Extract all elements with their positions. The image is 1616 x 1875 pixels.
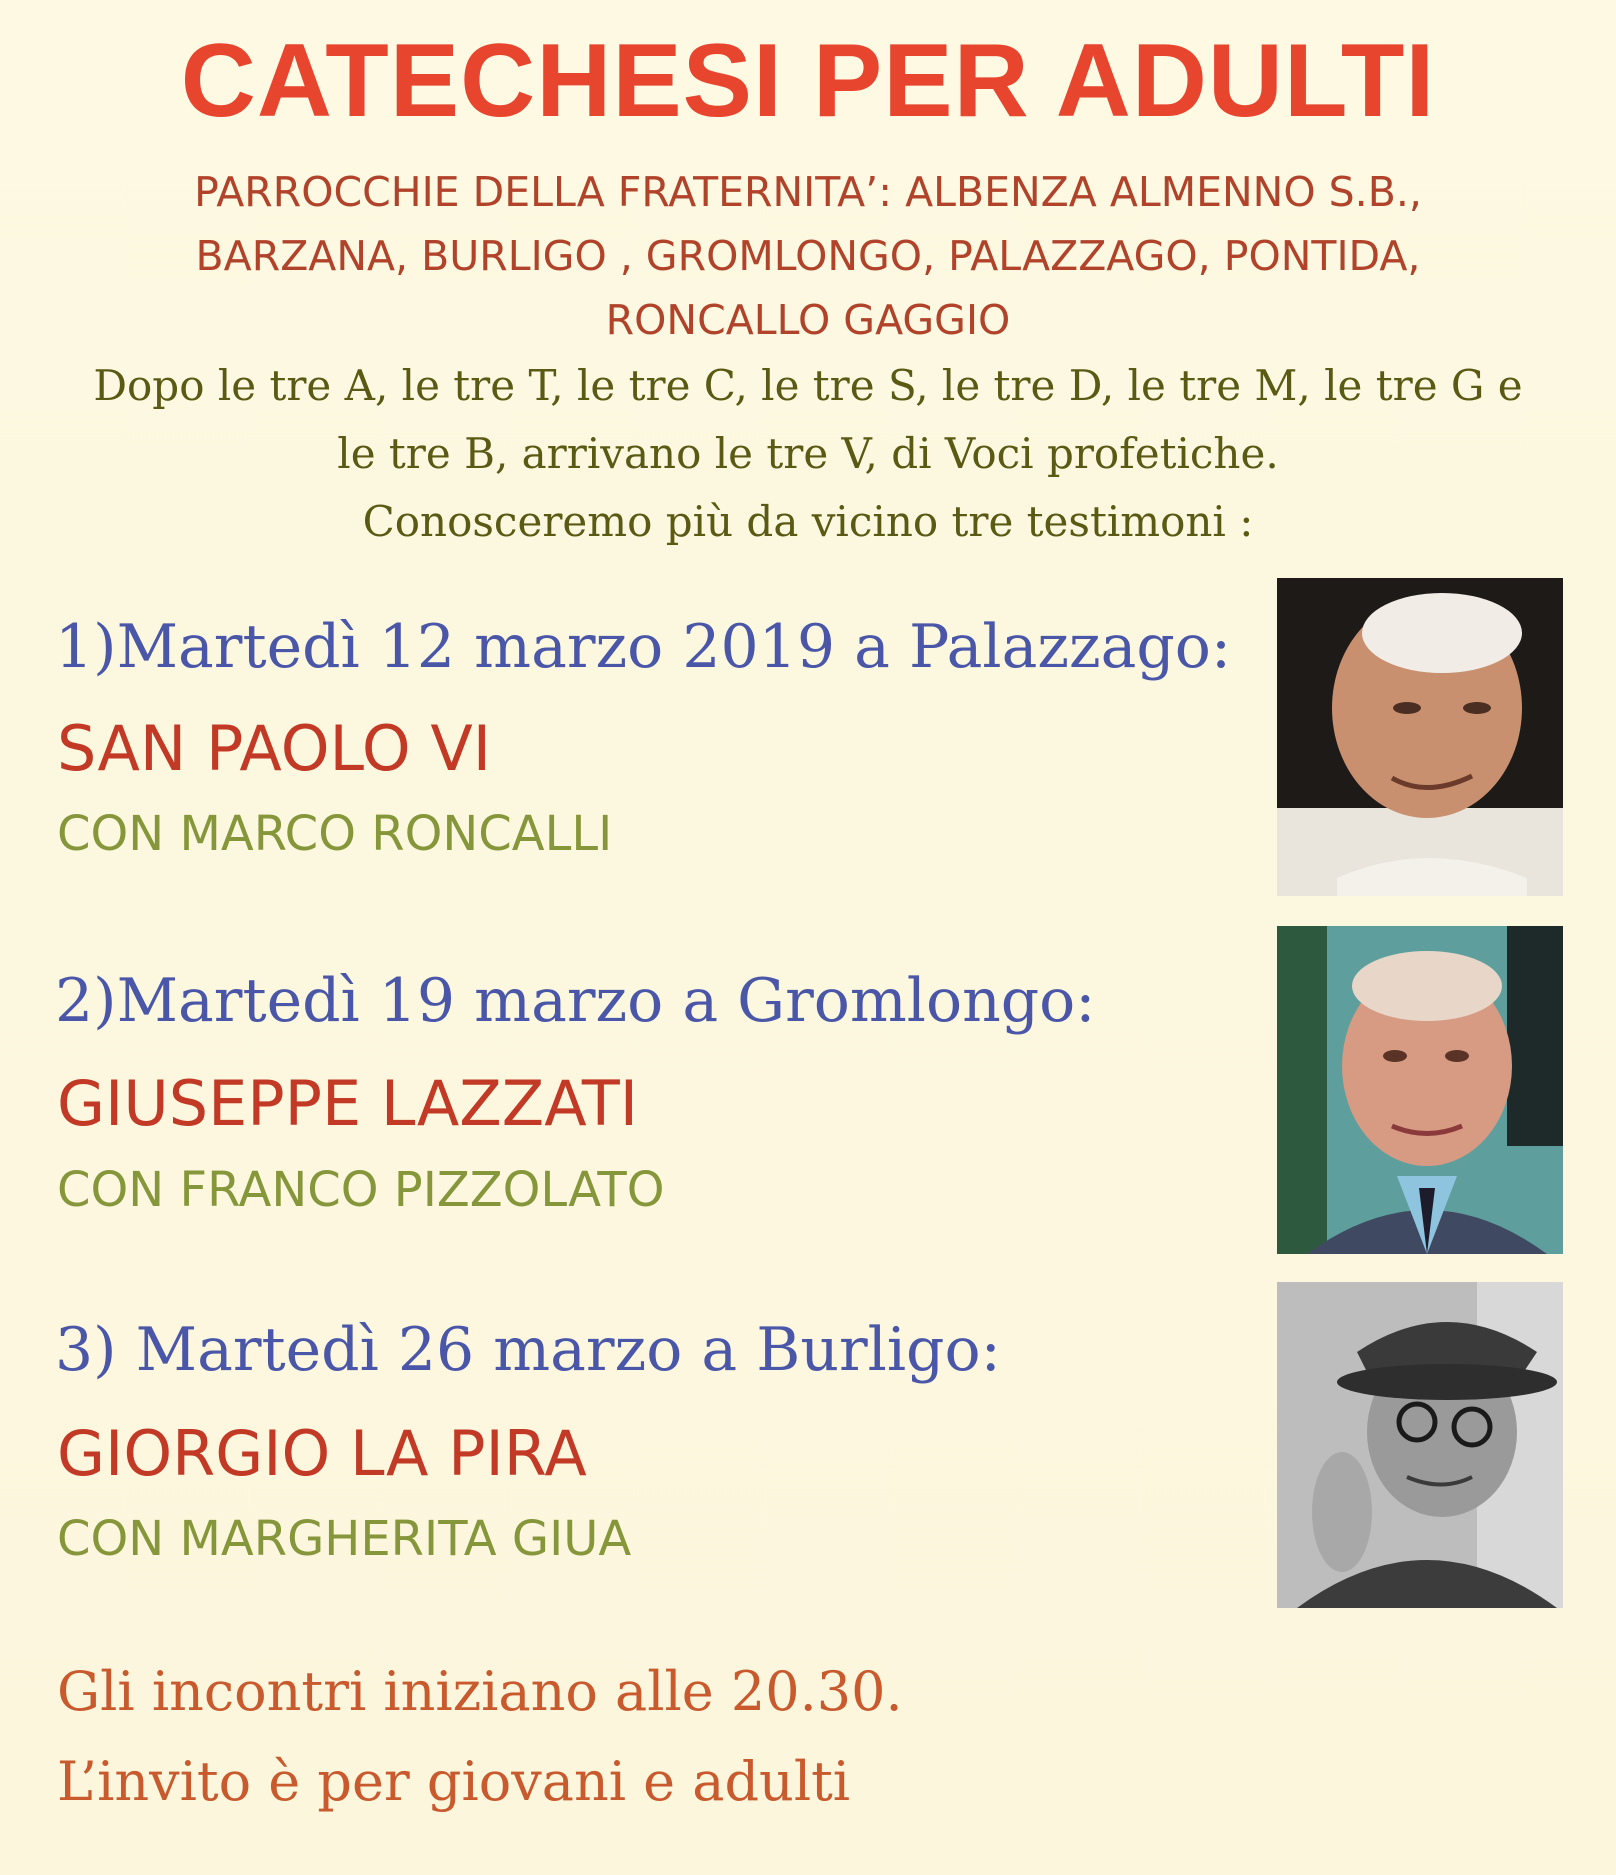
event-2-speaker: CON FRANCO PIZZOLATO bbox=[57, 1162, 665, 1218]
event-1-speaker: CON MARCO RONCALLI bbox=[57, 806, 613, 862]
footer-invite: L’invito è per giovani e adulti bbox=[57, 1750, 851, 1813]
event-1-date: 1)Martedì 12 marzo 2019 a Palazzago: bbox=[55, 612, 1232, 682]
parishes-list bbox=[60, 160, 1556, 352]
event-1-name: SAN PAOLO VI bbox=[57, 712, 492, 785]
parishes-line: RONCALLO GAGGIO bbox=[605, 296, 1011, 344]
footer-time: Gli incontri iniziano alle 20.30. bbox=[57, 1660, 903, 1723]
portrait-lazzati bbox=[1277, 926, 1563, 1254]
flyer-title: CATECHESI PER ADULTI bbox=[180, 23, 1436, 139]
intro-line: Dopo le tre A, le tre T, le tre C, le tre S, le tre D, le tre M, le tre G e bbox=[93, 361, 1523, 410]
event-3-speaker: CON MARGHERITA GIUA bbox=[57, 1511, 632, 1567]
intro-line: le tre B, arrivano le tre V, di Voci profetiche. bbox=[337, 429, 1279, 478]
portrait-paolo-vi bbox=[1277, 578, 1563, 896]
intro-text bbox=[40, 352, 1576, 556]
portrait-la-pira bbox=[1277, 1282, 1563, 1608]
parishes-line: BARZANA, BURLIGO , GROMLONGO, PALAZZAGO, PONTIDA, bbox=[195, 232, 1421, 280]
parishes-line: PARROCCHIE DELLA FRATERNITA’: ALBENZA ALMENNO S.B., bbox=[194, 168, 1422, 216]
event-2-name: GIUSEPPE LAZZATI bbox=[57, 1067, 638, 1140]
intro-line: Conosceremo più da vicino tre testimoni : bbox=[362, 497, 1254, 546]
event-3-name: GIORGIO LA PIRA bbox=[57, 1417, 587, 1490]
event-3-date: 3) Martedì 26 marzo a Burligo: bbox=[55, 1315, 1001, 1385]
event-2-date: 2)Martedì 19 marzo a Gromlongo: bbox=[55, 966, 1096, 1036]
